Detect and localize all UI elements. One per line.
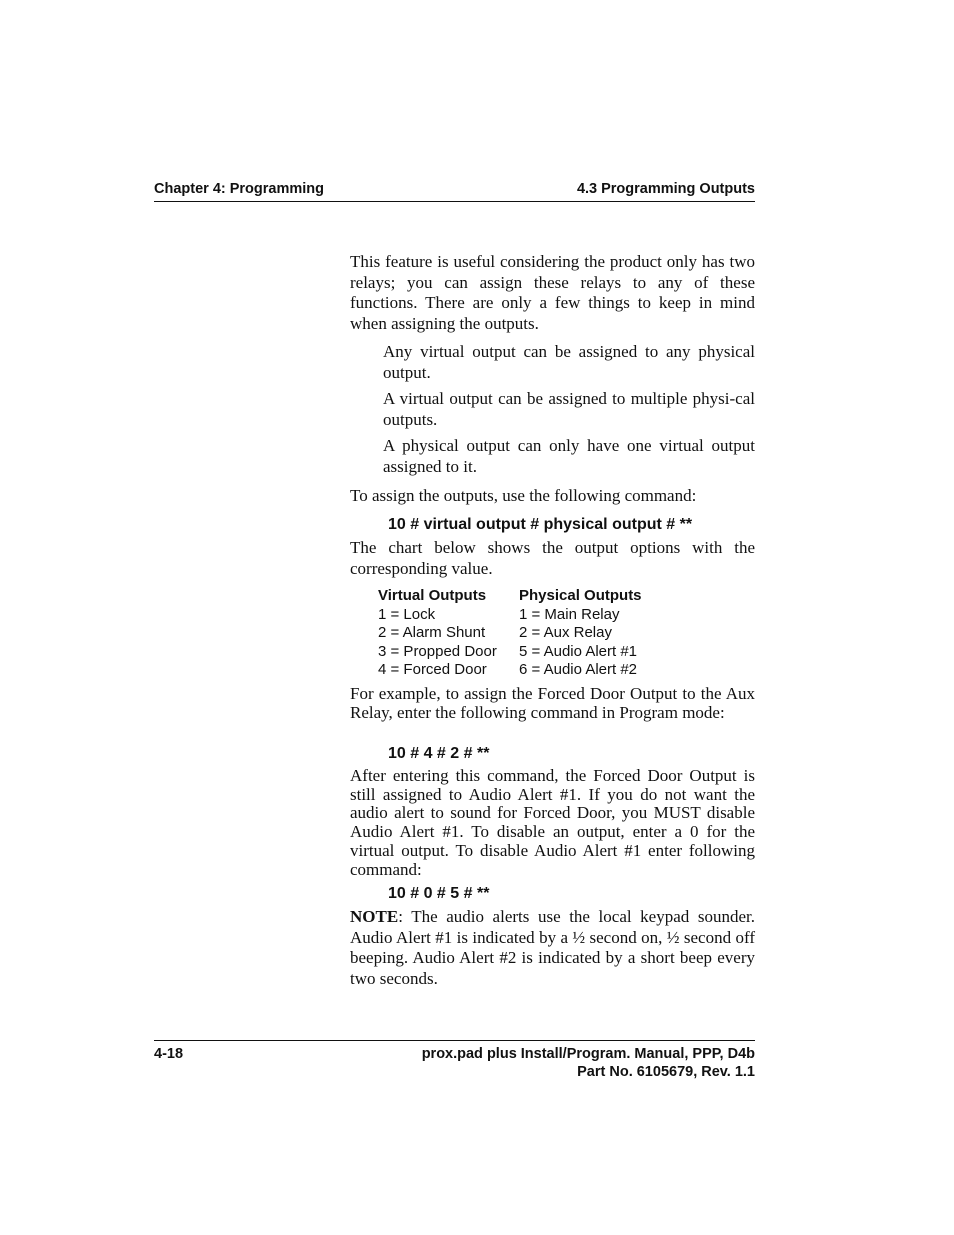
intro-block [350, 252, 755, 334]
example-intro-block [350, 684, 755, 722]
command-disable: 10 # 0 # 5 # ** [388, 885, 490, 902]
table-cell: 4 = Forced Door [378, 661, 487, 678]
page-header [154, 181, 755, 202]
page-footer [154, 1040, 755, 1080]
part-number: Part No. 6105679, Rev. 1.1 [577, 1064, 755, 1080]
table-cell: 2 = Alarm Shunt [378, 624, 486, 641]
after-example-block [350, 767, 755, 879]
note-label: NOTE [350, 907, 399, 926]
table-cell: 1 = Lock [378, 605, 436, 623]
table-cell: 1 = Main Relay [519, 605, 620, 623]
rule-text: Any virtual output can be assigned to any physical output. [383, 342, 755, 382]
after-example: After entering this command, the Forced Door Output is still assigned to Audio Alert #1. If you do not want the audio alert to sound for Forced Door, you MUST disable Audio Alert #1. To disable an output, enter a 0 for the virtual output. To disable Audio Alert #1 enter following command: [350, 766, 755, 879]
section-title: 4.3 Programming Outputs [576, 181, 755, 197]
rule-item [383, 342, 755, 383]
table-cell: 2 = Aux Relay [519, 624, 612, 641]
manual-title: prox.pad plus Install/Program. Manual, PPP, D4b [421, 1046, 755, 1062]
rule-text: A physical output can only have one virtual output assigned to it. [383, 436, 755, 476]
intro-paragraph: This feature is useful considering the product only has two relays; you can assign these relays to any of these functions. There are only a few things to keep in mind when assigning the outputs. [350, 252, 755, 333]
note-paragraph [350, 907, 755, 989]
rule-text: A virtual output can be assigned to multiple physi-cal outputs. [383, 389, 755, 429]
rule-item [383, 436, 755, 477]
assign-intro-block [350, 486, 755, 507]
assign-intro: To assign the outputs, use the following command: [350, 486, 697, 505]
chart-intro: The chart below shows the output options with the corresponding value. [350, 538, 755, 578]
page-number: 4-18 [154, 1046, 184, 1062]
chapter-title: Chapter 4: Programming [154, 181, 324, 197]
chart-intro-block [350, 538, 755, 579]
note-text: : The audio alerts use the local keypad sounder. Audio Alert #1 is indicated by a ½ second on, ½ second off beeping. Audio Alert #2 is indicated by a short beep every two seconds. [350, 907, 755, 988]
physical-outputs-column [519, 587, 642, 680]
virtual-outputs-column [378, 587, 497, 680]
command-general: 10 # virtual output # physical output # ** [388, 516, 693, 533]
command-example: 10 # 4 # 2 # ** [388, 745, 490, 762]
note-block [350, 907, 755, 989]
example-intro: For example, to assign the Forced Door Output to the Aux Relay, enter the following command in Program mode: [350, 684, 755, 722]
table-cell: 5 = Audio Alert #1 [519, 642, 638, 660]
column-header: Physical Outputs [519, 587, 642, 604]
column-header: Virtual Outputs [378, 587, 487, 604]
table-cell: 3 = Propped Door [378, 642, 497, 660]
rule-item [383, 389, 755, 430]
table-cell: 6 = Audio Alert #2 [519, 661, 638, 678]
